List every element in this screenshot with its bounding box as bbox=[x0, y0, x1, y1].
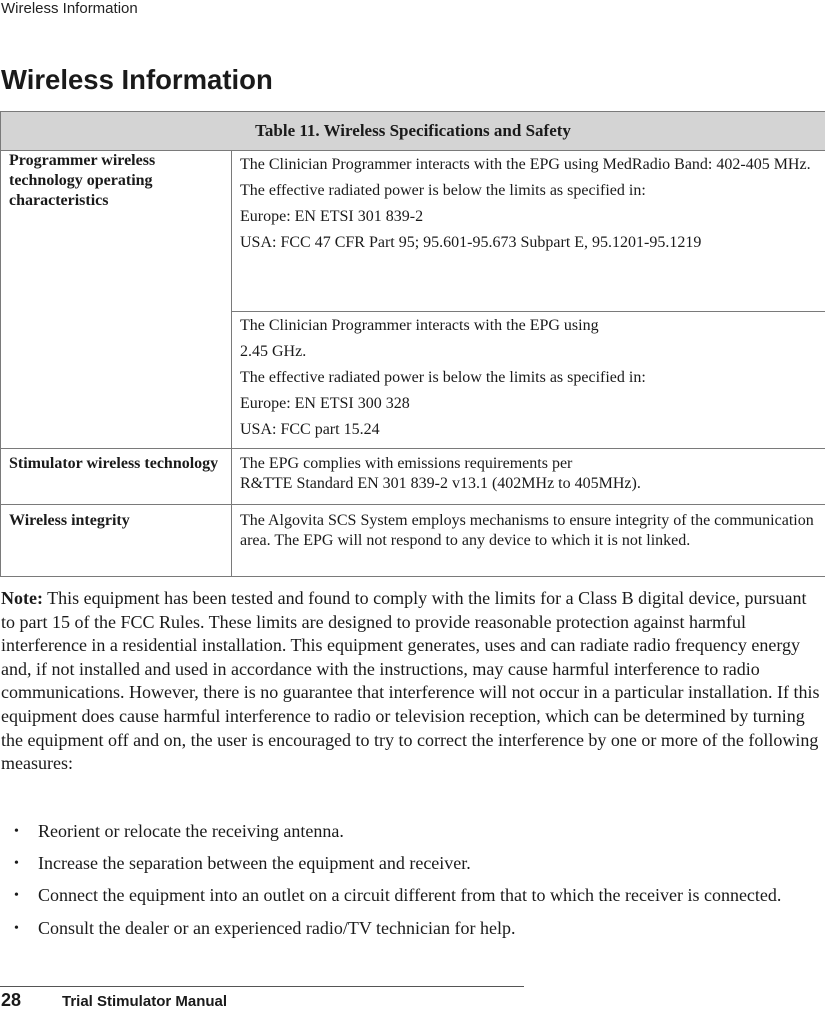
list-item bbox=[0, 884, 822, 908]
table-row bbox=[1, 449, 825, 505]
measures-list bbox=[0, 820, 822, 949]
wireless-integrity-cell bbox=[232, 505, 825, 577]
bullet-icon: • bbox=[14, 888, 19, 904]
note-lead: Note: bbox=[1, 588, 43, 608]
footer-divider bbox=[0, 986, 524, 987]
bullet-icon: • bbox=[14, 920, 19, 936]
cell-line: The Clinician Programmer interacts with the EPG using bbox=[240, 317, 599, 334]
measure-text: Reorient or relocate the receiving antenna. bbox=[38, 821, 344, 841]
list-item bbox=[0, 917, 822, 941]
page-number: 28 bbox=[1, 990, 22, 1010]
wireless-specifications-table bbox=[0, 111, 825, 577]
bullet-icon: • bbox=[14, 824, 19, 839]
list-item bbox=[0, 820, 822, 844]
cell-line: The EPG complies with emissions requirements per bbox=[240, 455, 573, 472]
cell-line: The effective radiated power is below the limits as specified in: bbox=[240, 369, 646, 386]
page-title: Wireless Information bbox=[1, 64, 273, 95]
cell-line: Europe: EN ETSI 300 328 bbox=[240, 395, 410, 412]
cell-line: USA: FCC part 15.24 bbox=[240, 421, 380, 438]
cell-line: R&TTE Standard EN 301 839-2 v13.1 (402MHz to 405MHz). bbox=[240, 475, 641, 492]
measure-text: Increase the separation between the equipment and receiver. bbox=[38, 853, 471, 874]
cell-line: 2.45 GHz. bbox=[240, 343, 307, 360]
cell-line: USA: FCC 47 CFR Part 95; 95.601-95.673 Subpart E, 95.1201-95.1219 bbox=[240, 234, 702, 251]
cell-line: The effective radiated power is below the limits as specified in: bbox=[240, 182, 646, 199]
row-label-wireless-integrity: Wireless integrity bbox=[1, 505, 232, 577]
row-label-stimulator-wireless: Stimulator wireless technology bbox=[1, 449, 232, 505]
manual-title: Trial Stimulator Manual bbox=[62, 993, 228, 1010]
bullet-icon: • bbox=[14, 856, 19, 872]
table-caption: Table 11. Wireless Specifications and Safety bbox=[1, 112, 825, 151]
note-text: This equipment has been tested and found to comply with the limits for a Class B digital device, pursuant to part 15 of the FCC Rules. These limits are designed to provide reasonable protection against harmful interference in a residential installation. This equipment generates, uses and can radiate radio frequency energy and, if not installed and used in accordance with the instructions, may cause harmful interference to radio communications. However, there is no guarantee that interference will not occur in a particular installation. If this equipment does cause harmful interference to radio or television reception, which can be determined by turning the equipment off and on, the user is encouraged to try to correct the interference by one or more of the following measures: bbox=[1, 588, 820, 774]
table-row bbox=[1, 151, 825, 312]
fcc-note bbox=[1, 587, 823, 776]
stimulator-wireless-cell bbox=[232, 449, 825, 505]
measure-text: Consult the dealer or an experienced radio/TV technician for help. bbox=[38, 917, 516, 938]
cell-line: Europe: EN ETSI 301 839-2 bbox=[240, 208, 424, 225]
list-item bbox=[0, 852, 822, 876]
table-row bbox=[1, 505, 825, 577]
row-label-programmer-wireless: Programmer wireless technology operating characteristics bbox=[1, 151, 232, 449]
programmer-24ghz-cell bbox=[232, 312, 825, 449]
measure-text: Connect the equipment into an outlet on a circuit different from that to which the receiver is connected. bbox=[38, 885, 782, 906]
table-caption-row bbox=[1, 112, 825, 151]
cell-line: The Algovita SCS System employs mechanisms to ensure integrity of the communication area. The EPG will not respond to any device to which it is not linked. bbox=[240, 512, 814, 549]
programmer-medradio-cell bbox=[232, 151, 825, 312]
cell-line: The Clinician Programmer interacts with the EPG using MedRadio Band: 402-405 MHz. bbox=[240, 156, 811, 173]
running-header: Wireless Information bbox=[1, 0, 138, 17]
